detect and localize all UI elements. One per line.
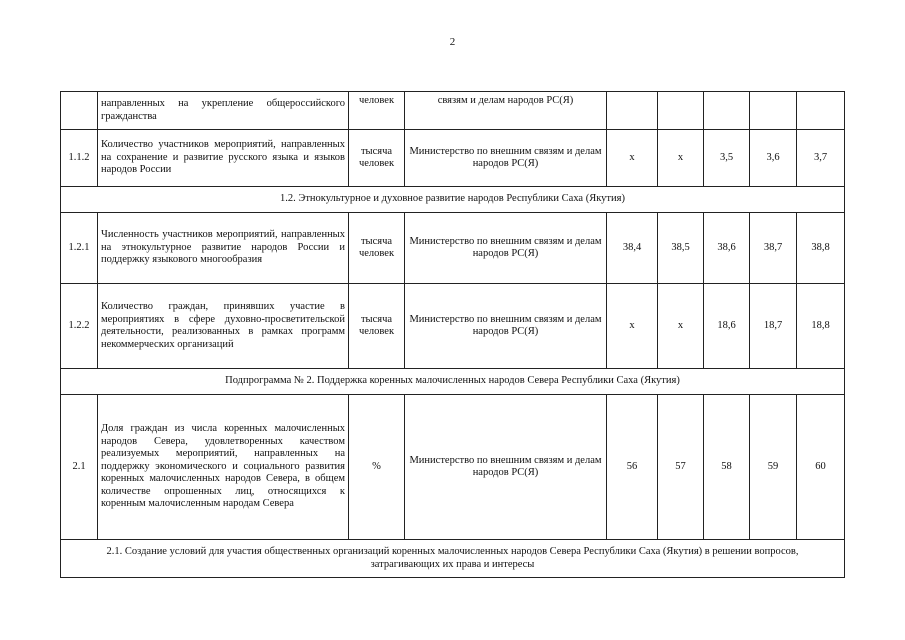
indicators-table (60, 91, 845, 578)
unit-cell: тысяча человек (349, 213, 405, 284)
value-cell: 3,7 (797, 130, 845, 187)
value-cell: 18,7 (750, 284, 797, 369)
value-cell: 56 (607, 395, 658, 540)
value-cell: x (607, 284, 658, 369)
responsible-cell: связям и делам народов РС(Я) (405, 92, 607, 130)
responsible-cell: Министерство по внешним связям и делам народов РС(Я) (405, 130, 607, 187)
indicator-name: Численность участников мероприятий, направленных на этнокультурное развитие народов России и поддержку языкового многообразия (98, 213, 349, 284)
table-row (61, 395, 845, 540)
value-cell: 3,5 (704, 130, 750, 187)
row-number (61, 92, 98, 130)
unit-cell: человек (349, 92, 405, 130)
value-cell: 38,5 (658, 213, 704, 284)
value-cell (797, 92, 845, 130)
unit-cell: % (349, 395, 405, 540)
value-cell (750, 92, 797, 130)
value-cell: 38,7 (750, 213, 797, 284)
row-number: 1.1.2 (61, 130, 98, 187)
subprogram-title: Подпрограмма № 2. Поддержка коренных малочисленных народов Севера Республики Саха (Якутия) (61, 369, 845, 395)
page-number: 2 (449, 36, 456, 48)
row-number: 1.2.1 (61, 213, 98, 284)
value-cell: 38,4 (607, 213, 658, 284)
value-cell (607, 92, 658, 130)
responsible-cell: Министерство по внешним связям и делам народов РС(Я) (405, 395, 607, 540)
section-row (61, 369, 845, 395)
value-cell (658, 92, 704, 130)
indicator-name: Доля граждан из числа коренных малочисленных народов Севера, удовлетворенных качеством реализуемых мероприятий, направленных на поддержку экономического и социального развития коренных малочисленных народов Севера, в общем количестве опрошенных лиц, относящихся к коренным малочисленным народам Севера (98, 395, 349, 540)
value-cell: 18,8 (797, 284, 845, 369)
value-cell: x (607, 130, 658, 187)
table-row (61, 213, 845, 284)
indicator-name: Количество участников мероприятий, направленных на сохранение и развитие русского языка и языков народов России (98, 130, 349, 187)
value-cell: 59 (750, 395, 797, 540)
value-cell: 38,8 (797, 213, 845, 284)
unit-cell: тысяча человек (349, 130, 405, 187)
row-number: 2.1 (61, 395, 98, 540)
responsible-cell: Министерство по внешним связям и делам народов РС(Я) (405, 213, 607, 284)
unit-cell: тысяча человек (349, 284, 405, 369)
value-cell: 60 (797, 395, 845, 540)
section-title: 2.1. Создание условий для участия общественных организаций коренных малочисленных народов Севера Республики Саха (Якутия) в решении вопросов, затрагивающих их права и интересы (61, 540, 845, 578)
indicator-name: направленных на укрепление общероссийского гражданства (98, 92, 349, 130)
section-row (61, 187, 845, 213)
value-cell (704, 92, 750, 130)
value-cell: 38,6 (704, 213, 750, 284)
table-row (61, 284, 845, 369)
value-cell: 18,6 (704, 284, 750, 369)
value-cell: 58 (704, 395, 750, 540)
value-cell: 3,6 (750, 130, 797, 187)
responsible-cell: Министерство по внешним связям и делам народов РС(Я) (405, 284, 607, 369)
section-row (61, 540, 845, 578)
row-number: 1.2.2 (61, 284, 98, 369)
value-cell: x (658, 284, 704, 369)
table-row (61, 130, 845, 187)
indicator-name: Количество граждан, принявших участие в мероприятиях в сфере духовно-просветительской деятельности, реализованных в рамках программ некоммерческих организаций (98, 284, 349, 369)
value-cell: 57 (658, 395, 704, 540)
section-title: 1.2. Этнокультурное и духовное развитие народов Республики Саха (Якутия) (61, 187, 845, 213)
value-cell: x (658, 130, 704, 187)
table-row (61, 92, 845, 130)
